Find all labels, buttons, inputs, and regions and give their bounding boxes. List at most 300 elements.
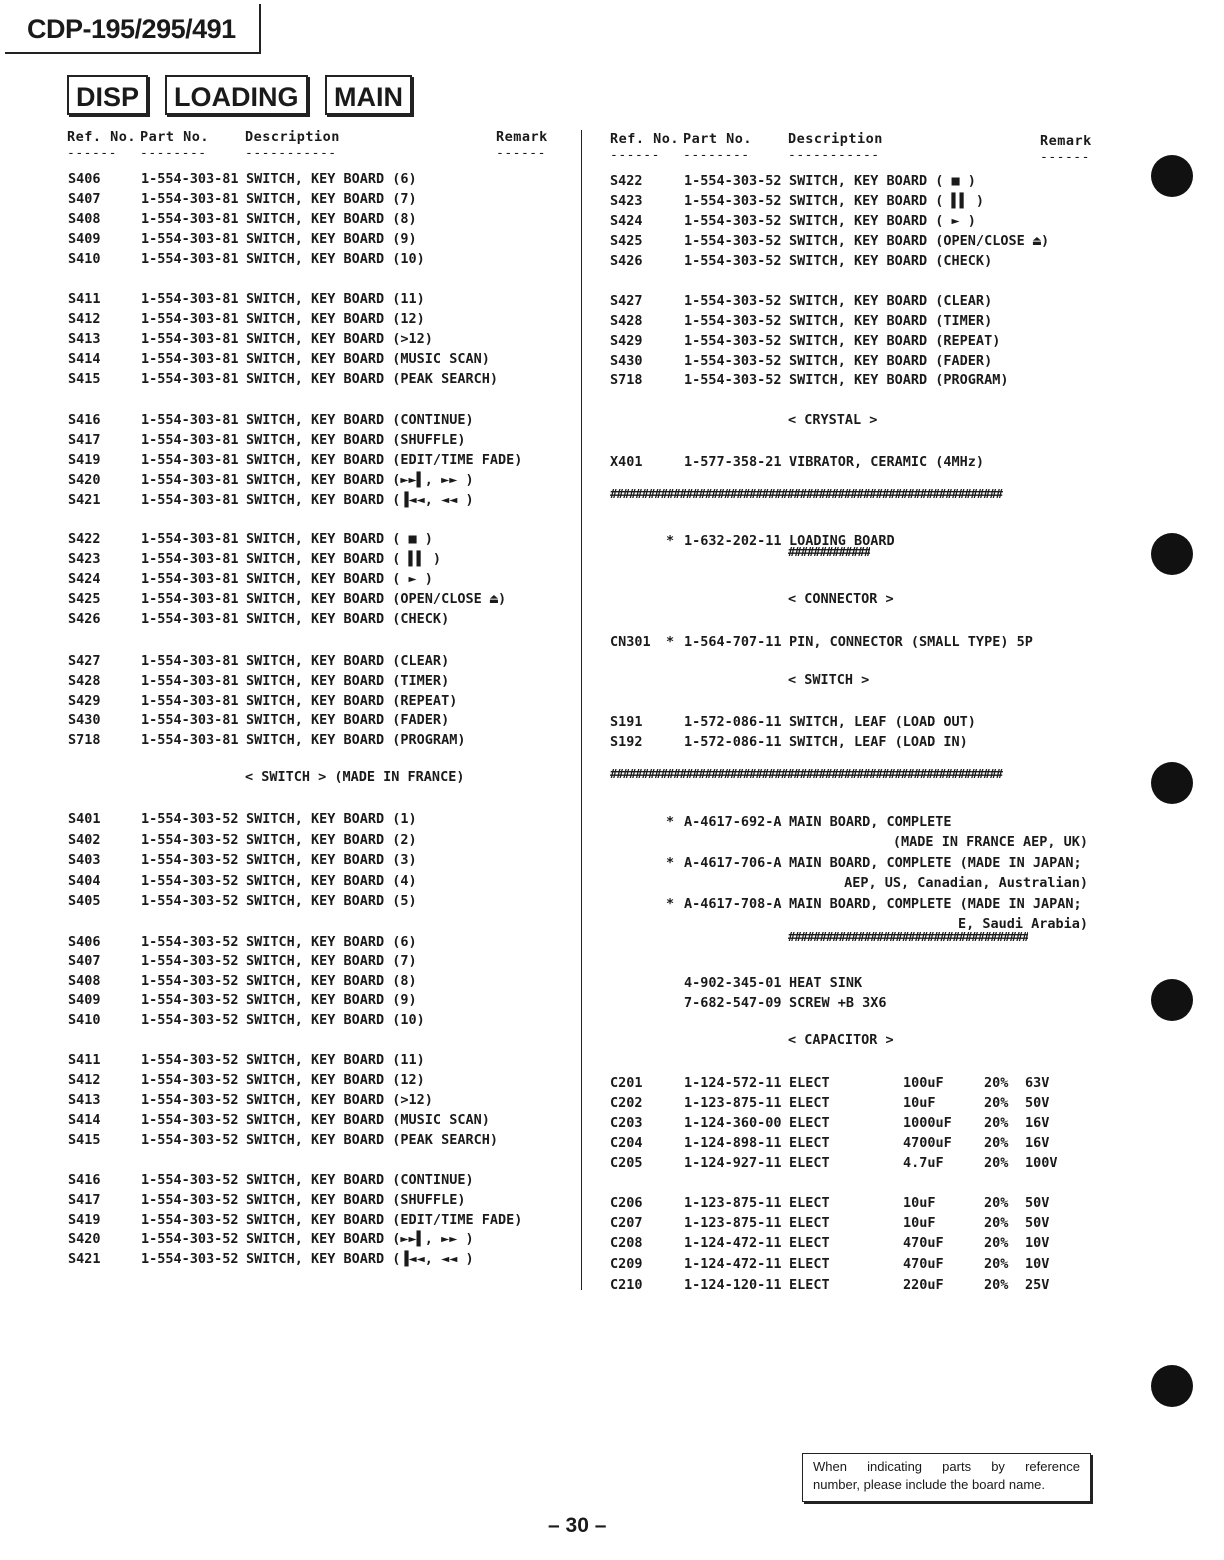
part-number: 1-554-303-81 xyxy=(141,331,239,347)
description: SWITCH, LEAF (LOAD IN) xyxy=(789,734,968,750)
tolerance: 20% xyxy=(984,1135,1009,1151)
ref-number: S424 xyxy=(68,571,101,587)
ref-number: S425 xyxy=(610,233,643,249)
part-number: 1-554-303-81 xyxy=(141,371,239,387)
table-row xyxy=(0,1153,1120,1173)
description: ELECT xyxy=(789,1075,830,1091)
description: SWITCH, KEY BOARD (>12) xyxy=(246,1092,433,1108)
right-dash-remark: ------ xyxy=(1040,150,1090,165)
description: SWITCH, KEY BOARD ( ■ ) xyxy=(789,173,976,189)
table-row xyxy=(0,549,580,569)
table-row xyxy=(0,871,580,891)
voltage: 10V xyxy=(1025,1235,1050,1251)
description: SWITCH, KEY BOARD (9) xyxy=(246,231,417,247)
ref-number: S425 xyxy=(68,591,101,607)
ref-number: S410 xyxy=(68,1012,101,1028)
description: SWITCH, KEY BOARD (6) xyxy=(246,934,417,950)
ref-number: C210 xyxy=(610,1277,643,1293)
right-header-remark: Remark xyxy=(1040,133,1092,149)
ref-number: S416 xyxy=(68,412,101,428)
table-row xyxy=(0,251,1120,271)
description: SWITCH, KEY BOARD (PEAK SEARCH) xyxy=(246,371,498,387)
description: SWITCH, KEY BOARD (MUSIC SCAN) xyxy=(246,1112,490,1128)
table-row xyxy=(0,1050,580,1070)
part-number: 1-554-303-81 xyxy=(141,531,239,547)
capacitance: 100uF xyxy=(903,1075,944,1091)
table-row xyxy=(0,973,1120,993)
description: ELECT xyxy=(789,1215,830,1231)
part-number: 1-554-303-52 xyxy=(141,1012,239,1028)
board-underline: ###################################### xyxy=(788,930,1029,944)
punch-hole xyxy=(1151,979,1193,1021)
left-header-remark: Remark xyxy=(496,129,548,145)
section-heading: < CRYSTAL > xyxy=(788,412,878,428)
ref-number: S419 xyxy=(68,452,101,468)
description: ELECT xyxy=(789,1135,830,1151)
part-number: 1-554-303-81 xyxy=(141,351,239,367)
part-number: 1-572-086-11 xyxy=(684,734,782,750)
ref-number: S412 xyxy=(68,1072,101,1088)
description: SWITCH, KEY BOARD (2) xyxy=(246,832,417,848)
ref-number: S406 xyxy=(68,171,101,187)
table-row xyxy=(0,609,580,629)
tolerance: 20% xyxy=(984,1195,1009,1211)
ref-number: S411 xyxy=(68,291,101,307)
ref-number: CN301 xyxy=(610,634,651,650)
ref-number: S417 xyxy=(68,432,101,448)
page-number: – 30 – xyxy=(548,1514,607,1537)
ref-number: C208 xyxy=(610,1235,643,1251)
part-number: 1-554-303-52 xyxy=(141,852,239,868)
section-heading: < CAPACITOR > xyxy=(788,1032,894,1048)
description-continuation: (MADE IN FRANCE AEP, UK) xyxy=(892,834,1088,850)
table-row xyxy=(0,830,580,850)
part-number: 1-554-303-81 xyxy=(141,732,239,748)
table-row xyxy=(0,211,1120,231)
part-number: 1-123-875-11 xyxy=(684,1215,782,1231)
part-number: 1-554-303-81 xyxy=(141,432,239,448)
part-number: 1-554-303-52 xyxy=(684,313,782,329)
description: SWITCH, KEY BOARD (PEAK SEARCH) xyxy=(246,1132,498,1148)
table-row xyxy=(0,452,1120,472)
description: SWITCH, KEY BOARD (CONTINUE) xyxy=(246,412,474,428)
part-number: 1-124-120-11 xyxy=(684,1277,782,1293)
ref-number: S405 xyxy=(68,893,101,909)
description: SWITCH, KEY BOARD (1) xyxy=(246,811,417,827)
tolerance: 20% xyxy=(984,1235,1009,1251)
description: SWITCH, KEY BOARD (▐◄◄, ◄◄ ) xyxy=(246,492,474,508)
table-row xyxy=(0,1213,1120,1233)
part-number: 1-554-303-52 xyxy=(141,1112,239,1128)
ref-number: S415 xyxy=(68,371,101,387)
part-number: 1-554-303-52 xyxy=(141,992,239,1008)
right-dash-part: -------- xyxy=(683,148,750,163)
tolerance: 20% xyxy=(984,1115,1009,1131)
ref-number: S422 xyxy=(610,173,643,189)
description: ELECT xyxy=(789,1195,830,1211)
table-row xyxy=(0,632,1120,652)
table-row xyxy=(0,311,1120,331)
table-row xyxy=(0,331,1120,351)
ref-number: X401 xyxy=(610,454,643,470)
description: SWITCH, KEY BOARD ( ▌▌ ) xyxy=(246,551,442,567)
description: SWITCH, KEY BOARD (CHECK) xyxy=(789,253,993,269)
part-number: 1-554-303-52 xyxy=(684,213,782,229)
table-row xyxy=(0,470,580,490)
right-header-part: Part No. xyxy=(683,131,753,147)
star-mark: * xyxy=(666,533,675,549)
table-row xyxy=(0,1113,1120,1133)
ref-number: S415 xyxy=(68,1132,101,1148)
description: SWITCH, KEY BOARD (6) xyxy=(246,171,417,187)
table-row xyxy=(0,993,1120,1013)
description: SWITCH, KEY BOARD (TIMER) xyxy=(246,673,450,689)
part-number: 1-124-472-11 xyxy=(684,1235,782,1251)
description: HEAT SINK xyxy=(789,975,863,991)
part-number: 1-554-303-81 xyxy=(141,712,239,728)
punch-hole xyxy=(1151,1365,1193,1407)
description: SWITCH, KEY BOARD (MUSIC SCAN) xyxy=(246,351,490,367)
ref-number: S404 xyxy=(68,873,101,889)
voltage: 10V xyxy=(1025,1256,1050,1272)
part-number: 1-554-303-52 xyxy=(141,1192,239,1208)
description: ELECT xyxy=(789,1155,830,1171)
description: SWITCH, KEY BOARD (CONTINUE) xyxy=(246,1172,474,1188)
left-dash-remark: ------ xyxy=(496,146,546,161)
left-header-desc: Description xyxy=(245,129,340,145)
part-number: 1-554-303-81 xyxy=(141,551,239,567)
table-row xyxy=(0,651,580,671)
right-dash-desc: ----------- xyxy=(788,148,880,163)
ref-number: S420 xyxy=(68,472,101,488)
table-row xyxy=(0,732,1120,752)
ref-number: S427 xyxy=(610,293,643,309)
table-row xyxy=(0,171,1120,191)
ref-number: S191 xyxy=(610,714,643,730)
description: SWITCH, KEY BOARD (REPEAT) xyxy=(246,693,458,709)
part-number: A-4617-692-A xyxy=(684,814,782,830)
ref-number: S416 xyxy=(68,1172,101,1188)
ref-number: S417 xyxy=(68,1192,101,1208)
ref-number: S401 xyxy=(68,811,101,827)
tolerance: 20% xyxy=(984,1155,1009,1171)
table-row xyxy=(0,231,1120,251)
description: LOADING BOARD xyxy=(789,533,895,549)
table-row xyxy=(0,932,580,952)
capacitance: 470uF xyxy=(903,1235,944,1251)
ref-number: C204 xyxy=(610,1135,643,1151)
model-number: CDP-195/295/491 xyxy=(5,4,261,54)
part-number: 1-554-303-52 xyxy=(141,1251,239,1267)
description: SWITCH, KEY BOARD (EDIT/TIME FADE) xyxy=(246,1212,523,1228)
punch-hole xyxy=(1151,155,1193,197)
voltage: 50V xyxy=(1025,1215,1050,1231)
tab-disp: DISP xyxy=(67,75,148,115)
table-row xyxy=(0,1073,1120,1093)
description: SWITCH, KEY BOARD (8) xyxy=(246,211,417,227)
description: SWITCH, KEY BOARD (4) xyxy=(246,873,417,889)
part-number: 1-554-303-52 xyxy=(141,1132,239,1148)
note-line: When indicating parts by reference xyxy=(813,1459,1080,1474)
ref-number: S423 xyxy=(610,193,643,209)
ref-number: S423 xyxy=(68,551,101,567)
part-number: 1-554-303-81 xyxy=(141,412,239,428)
star-mark: * xyxy=(666,896,675,912)
tolerance: 20% xyxy=(984,1095,1009,1111)
description: SWITCH, KEY BOARD (12) xyxy=(246,1072,425,1088)
capacitance: 470uF xyxy=(903,1256,944,1272)
table-row xyxy=(0,853,1120,873)
description: SWITCH, KEY BOARD (OPEN/CLOSE ⏏) xyxy=(246,591,507,607)
left-header-part: Part No. xyxy=(140,129,210,145)
table-row xyxy=(0,1010,580,1030)
part-number: 1-554-303-52 xyxy=(141,973,239,989)
description: PIN, CONNECTOR (SMALL TYPE) 5P xyxy=(789,634,1033,650)
ref-number: S424 xyxy=(610,213,643,229)
ref-number: S414 xyxy=(68,351,101,367)
ref-number: S414 xyxy=(68,1112,101,1128)
ref-number: S413 xyxy=(68,1092,101,1108)
left-dash-desc: ----------- xyxy=(245,146,337,161)
ref-number: S419 xyxy=(68,1212,101,1228)
ref-number: S407 xyxy=(68,953,101,969)
description: SWITCH, KEY BOARD (12) xyxy=(246,311,425,327)
table-row xyxy=(0,894,1120,914)
part-number: 1-123-875-11 xyxy=(684,1095,782,1111)
table-row xyxy=(0,569,580,589)
tolerance: 20% xyxy=(984,1075,1009,1091)
star-mark: * xyxy=(666,814,675,830)
part-number: 1-124-927-11 xyxy=(684,1155,782,1171)
ref-number: C203 xyxy=(610,1115,643,1131)
description: ELECT xyxy=(789,1235,830,1251)
table-row xyxy=(0,712,1120,732)
description: SWITCH, KEY BOARD ( ▌▌ ) xyxy=(789,193,985,209)
part-number: 1-572-086-11 xyxy=(684,714,782,730)
part-number: 1-554-303-52 xyxy=(141,1092,239,1108)
separator-line: ############################################################## xyxy=(610,487,1003,501)
description: SWITCH, KEY BOARD (CLEAR) xyxy=(789,293,993,309)
description: MAIN BOARD, COMPLETE (MADE IN JAPAN; xyxy=(789,896,1082,912)
part-number: 1-554-303-81 xyxy=(141,673,239,689)
ref-number: S409 xyxy=(68,231,101,247)
tolerance: 20% xyxy=(984,1256,1009,1272)
part-number: 1-554-303-52 xyxy=(684,173,782,189)
part-number: 1-632-202-11 xyxy=(684,533,782,549)
ref-number: S192 xyxy=(610,734,643,750)
ref-number: C209 xyxy=(610,1256,643,1272)
board-underline: ############# xyxy=(788,545,871,559)
section-heading: < SWITCH > xyxy=(788,672,870,688)
part-number: A-4617-708-A xyxy=(684,896,782,912)
description: SWITCH, KEY BOARD (OPEN/CLOSE ⏏) xyxy=(789,233,1050,249)
capacitance: 1000uF xyxy=(903,1115,952,1131)
voltage: 63V xyxy=(1025,1075,1050,1091)
ref-number: S408 xyxy=(68,973,101,989)
part-number: 1-124-472-11 xyxy=(684,1256,782,1272)
part-number: 1-554-303-81 xyxy=(141,571,239,587)
description: SWITCH, KEY BOARD (PROGRAM) xyxy=(246,732,466,748)
left-dash-part: -------- xyxy=(140,146,207,161)
description: SWITCH, LEAF (LOAD OUT) xyxy=(789,714,976,730)
description: SWITCH, KEY BOARD (▐◄◄, ◄◄ ) xyxy=(246,1251,474,1267)
table-row xyxy=(0,410,580,430)
table-row xyxy=(0,1275,1120,1295)
left-header-ref: Ref. No. xyxy=(67,129,137,145)
tab-loading: LOADING xyxy=(165,75,308,115)
description: SWITCH, KEY BOARD (TIMER) xyxy=(789,313,993,329)
voltage: 100V xyxy=(1025,1155,1058,1171)
ref-number: S718 xyxy=(610,372,643,388)
description: SWITCH, KEY BOARD (10) xyxy=(246,1012,425,1028)
part-number: 1-554-303-81 xyxy=(141,653,239,669)
ref-number: C205 xyxy=(610,1155,643,1171)
voltage: 16V xyxy=(1025,1115,1050,1131)
part-number: 1-554-303-81 xyxy=(141,591,239,607)
ref-number: S402 xyxy=(68,832,101,848)
capacitance: 10uF xyxy=(903,1215,936,1231)
part-number: 1-554-303-81 xyxy=(141,611,239,627)
section-heading: < CONNECTOR > xyxy=(788,591,894,607)
part-number: 1-554-303-81 xyxy=(141,191,239,207)
part-number: 1-554-303-81 xyxy=(141,452,239,468)
part-number: 1-554-303-81 xyxy=(141,211,239,227)
description: SWITCH, KEY BOARD ( ■ ) xyxy=(246,531,433,547)
ref-number: C207 xyxy=(610,1215,643,1231)
description: SWITCH, KEY BOARD (►►▌, ►► ) xyxy=(246,472,474,488)
part-number: 1-554-303-52 xyxy=(141,953,239,969)
description: MAIN BOARD, COMPLETE xyxy=(789,814,952,830)
table-row xyxy=(0,1093,1120,1113)
ref-number: S413 xyxy=(68,331,101,347)
table-row xyxy=(0,1133,1120,1153)
separator-line: ############################################################## xyxy=(610,767,1003,781)
description: SWITCH, KEY BOARD (3) xyxy=(246,852,417,868)
capacitance: 10uF xyxy=(903,1095,936,1111)
description: ELECT xyxy=(789,1256,830,1272)
right-header-desc: Description xyxy=(788,131,883,147)
right-dash-ref: ------ xyxy=(610,148,660,163)
description: MAIN BOARD, COMPLETE (MADE IN JAPAN; xyxy=(789,855,1082,871)
ref-number: S421 xyxy=(68,1251,101,1267)
punch-hole xyxy=(1151,533,1193,575)
ref-number: C206 xyxy=(610,1195,643,1211)
part-number: 1-577-358-21 xyxy=(684,454,782,470)
part-number: 1-554-303-52 xyxy=(141,1231,239,1247)
table-row xyxy=(0,490,580,510)
table-row xyxy=(0,1254,1120,1274)
part-number: 1-564-707-11 xyxy=(684,634,782,650)
part-number: 1-124-572-11 xyxy=(684,1075,782,1091)
ref-number: S408 xyxy=(68,211,101,227)
description: SCREW +B 3X6 xyxy=(789,995,887,1011)
capacitance: 220uF xyxy=(903,1277,944,1293)
part-number: 1-554-303-81 xyxy=(141,311,239,327)
part-number: 1-554-303-81 xyxy=(141,231,239,247)
ref-number: S428 xyxy=(68,673,101,689)
description: SWITCH, KEY BOARD (SHUFFLE) xyxy=(246,432,466,448)
description: SWITCH, KEY BOARD (8) xyxy=(246,973,417,989)
ref-number: S420 xyxy=(68,1231,101,1247)
part-number: 1-554-303-52 xyxy=(684,253,782,269)
description: SWITCH, KEY BOARD (10) xyxy=(246,251,425,267)
ref-number: S426 xyxy=(610,253,643,269)
right-header-ref: Ref. No. xyxy=(610,131,680,147)
table-row xyxy=(0,191,1120,211)
tab-main: MAIN xyxy=(325,75,412,115)
left-dash-ref: ------ xyxy=(67,146,117,161)
part-number: 1-123-875-11 xyxy=(684,1195,782,1211)
punch-hole xyxy=(1151,762,1193,804)
description: ELECT xyxy=(789,1115,830,1131)
description: SWITCH, KEY BOARD (11) xyxy=(246,291,425,307)
capacitance: 4.7uF xyxy=(903,1155,944,1171)
part-number: 7-682-547-09 xyxy=(684,995,782,1011)
part-number: 1-554-303-52 xyxy=(141,1052,239,1068)
part-number: 1-554-303-52 xyxy=(684,353,782,369)
voltage: 25V xyxy=(1025,1277,1050,1293)
description-continuation: E, Saudi Arabia) xyxy=(957,916,1088,932)
ref-number: S406 xyxy=(68,934,101,950)
capacitance: 10uF xyxy=(903,1195,936,1211)
capacitance: 4700uF xyxy=(903,1135,952,1151)
ref-number: S411 xyxy=(68,1052,101,1068)
description: SWITCH, KEY BOARD (CLEAR) xyxy=(246,653,450,669)
table-row xyxy=(0,351,1120,371)
voltage: 50V xyxy=(1025,1095,1050,1111)
ref-number: C201 xyxy=(610,1075,643,1091)
table-row xyxy=(0,370,1120,390)
part-number: 1-554-303-81 xyxy=(141,492,239,508)
description: SWITCH, KEY BOARD ( ► ) xyxy=(789,213,976,229)
table-row xyxy=(0,291,1120,311)
table-row xyxy=(0,951,580,971)
part-number: 1-554-303-52 xyxy=(141,934,239,950)
table-row xyxy=(0,430,580,450)
description: SWITCH, KEY BOARD (5) xyxy=(246,893,417,909)
table-row xyxy=(0,812,1120,832)
description: SWITCH, KEY BOARD (FADER) xyxy=(246,712,450,728)
part-number: 1-554-303-52 xyxy=(141,811,239,827)
description-continuation: AEP, US, Canadian, Australian) xyxy=(844,875,1088,891)
ref-number: S429 xyxy=(610,333,643,349)
voltage: 50V xyxy=(1025,1195,1050,1211)
ref-number: S410 xyxy=(68,251,101,267)
part-number: 1-124-360-00 xyxy=(684,1115,782,1131)
part-number: 1-554-303-52 xyxy=(684,193,782,209)
ref-number: S403 xyxy=(68,852,101,868)
part-number: 1-554-303-81 xyxy=(141,251,239,267)
note-line: number, please include the board name. xyxy=(813,1477,1045,1492)
table-row xyxy=(0,1170,580,1190)
part-number: 1-554-303-52 xyxy=(684,372,782,388)
part-number: 1-554-303-52 xyxy=(141,1172,239,1188)
ref-number: S429 xyxy=(68,693,101,709)
part-number: 1-124-898-11 xyxy=(684,1135,782,1151)
table-row xyxy=(0,671,580,691)
table-row xyxy=(0,531,1120,551)
description: ELECT xyxy=(789,1095,830,1111)
part-number: 1-554-303-52 xyxy=(141,1072,239,1088)
reference-note xyxy=(802,1453,1091,1502)
part-number: 1-554-303-81 xyxy=(141,472,239,488)
ref-number: S428 xyxy=(610,313,643,329)
part-number: 1-554-303-52 xyxy=(684,333,782,349)
section-heading: < SWITCH > (MADE IN FRANCE) xyxy=(245,769,465,785)
table-row xyxy=(0,1233,1120,1253)
ref-number: S407 xyxy=(68,191,101,207)
description: SWITCH, KEY BOARD (9) xyxy=(246,992,417,1008)
